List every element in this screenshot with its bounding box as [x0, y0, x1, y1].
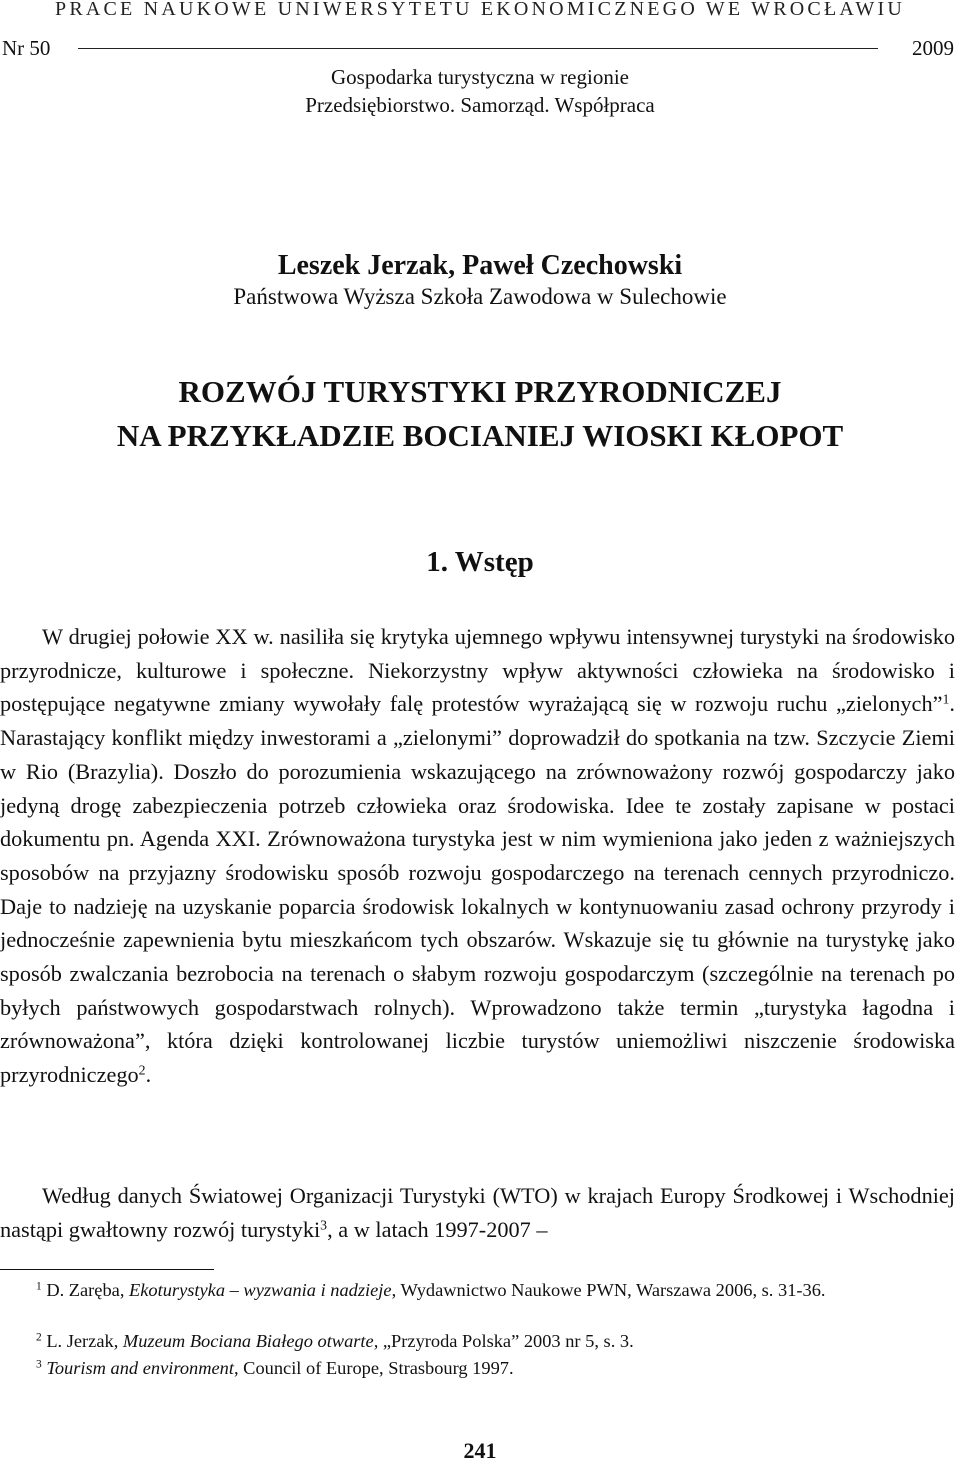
issue-number: Nr 50 [2, 36, 51, 60]
book-subtitle: Przedsiębiorstwo. Samorząd. Współpraca [305, 93, 655, 117]
paragraph-text: . [145, 1062, 152, 1088]
footnote-3 [0, 1356, 955, 1380]
footnote-publication: , Wydawnictwo Naukowe PWN, Warszawa 2006, s. 31-36. [391, 1280, 826, 1300]
footnote-2 [0, 1329, 955, 1353]
paragraph-text: . Narastający konflikt między inwestorami a „zielonymi” doprowadził do spotkania na tzw. Szczycie Ziemi w Rio (Brazylia). Doszło do porozumienia wskazującego na zrównoważony rozwój gospodarczy jako jedyną drogę zabezpieczenia potrzeb człowieka oraz środowiska. Idee te zostały zapisane w postaci dokumentu pn. Agenda XXI. Zrównoważona turystyka jest w nim wymieniona jako jeden z ważniejszych sposobów na przyjazny środowisku sposób rozwoju gospodarczego na terenach cennych przyrodniczo. Daje to nadzieję na uzyskanie poparcia środowisk lokalnych w kontynuowaniu zasad ochrony przyrody i jednocześnie zapewnienia bytu mieszkańcom tych obszarów. Wskazuje się tu głównie na turystykę jako sposób zwalczania bezrobocia na terenach o słabym rozwoju gospodarczym (szczególnie na terenach po byłych państwowych gospodarstwach rolnych). Wprowadzono także termin „turystyka łagodna i zrównoważona”, która dzięki kontrolowanej liczbie turystów uniemożliwi niszczenie środowiska przyrodniczego [0, 691, 955, 1088]
issue-year: 2009 [912, 36, 954, 60]
journal-series-title: PRACE NAUKOWE UNIWERSYTETU EKONOMICZNEGO WE WROCŁAWIU [55, 0, 905, 20]
footnote-work-title: Tourism and environment [46, 1358, 234, 1378]
book-title: Gospodarka turystyczna w regionie [331, 65, 629, 89]
article-title-line-1: ROZWÓJ TURYSTYKI PRZYRODNICZEJ [178, 374, 782, 409]
paragraph-text: , a w latach 1997-2007 – [327, 1216, 548, 1242]
footnote-ref-2[interactable]: 2 [138, 1062, 146, 1078]
section-heading: 1. Wstęp [426, 546, 534, 578]
header-rule [78, 48, 878, 49]
footnote-ref-3[interactable]: 3 [320, 1217, 328, 1233]
footnote-number: 2 [36, 1331, 42, 1344]
footnote-1 [0, 1278, 955, 1302]
footnote-author: D. Zaręba, [46, 1280, 130, 1300]
footnote-author: L. Jerzak, [46, 1331, 123, 1351]
article-title-line-2: NA PRZYKŁADZIE BOCIANIEJ WIOSKI KŁOPOT [116, 418, 844, 453]
footnote-number: 3 [36, 1358, 42, 1371]
body-paragraph-1 [0, 620, 955, 1092]
footnote-work-title: Muzeum Bociana Białego otwarte, [122, 1331, 379, 1351]
author-affiliation: Państwowa Wyższa Szkoła Zawodowa w Sulechowie [233, 284, 727, 309]
footnote-separator [0, 1269, 214, 1270]
footnote-work-title: Ekoturystyka – wyzwania i nadzieje [129, 1280, 392, 1300]
footnote-ref-1[interactable]: 1 [942, 691, 950, 707]
paragraph-text: W drugiej połowie XX w. nasiliła się krytyka ujemnego wpływu intensywnej turystyki na środowisko przyrodnicze, kulturowe i społeczne. Niekorzystny wpływ aktywności człowieka na środowisko i postępujące negatywne zmiany wywołały falę protestów wyrażającą się w rozwoju ruchu „zielonych” [0, 624, 955, 717]
issue-line [0, 36, 960, 62]
footnote-publication: , Council of Europe, Strasbourg 1997. [233, 1358, 514, 1378]
page-number: 241 [463, 1438, 497, 1463]
body-paragraph-2 [0, 1179, 955, 1246]
paragraph-text: Według danych Światowej Organizacji Turystyki (WTO) w krajach Europy Środkowej i Wschodniej nastąpi gwałtowny rozwój turystyki [0, 1183, 955, 1242]
article-authors: Leszek Jerzak, Paweł Czechowski [277, 250, 683, 281]
footnote-number: 1 [36, 1280, 42, 1293]
footnote-publication: „Przyroda Polska” 2003 nr 5, s. 3. [378, 1331, 634, 1351]
